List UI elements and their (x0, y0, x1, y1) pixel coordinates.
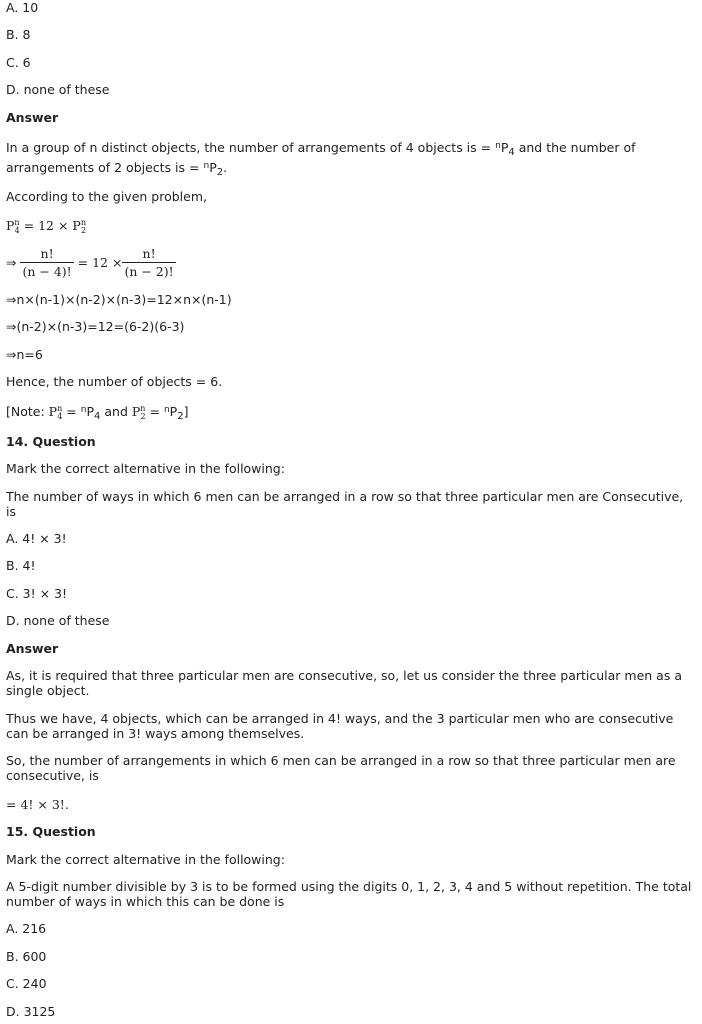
q14-option-d: D. none of these (6, 613, 110, 628)
note: [Note: $P^n_4 = ^nP_4$ and $P^n_2 = ^nP_2$] (6, 404, 189, 422)
question-14-title: 14. Question (6, 434, 96, 449)
equation-2: ⇒ $\frac{n!}{(n - 4)!}$ = 12 × $\frac{n!}{(n - 2)!}$ (6, 246, 174, 279)
option-c: C. 6 (6, 55, 31, 70)
question-15-text: A 5-digit number divisible by 3 is to be formed using the digits 0, 1, 2, 3, 4 and 5 without repetition. The total number of ways in which this can be done is (6, 879, 692, 909)
step-2: ⇒(n-2)×(n-3)=12=(6-2)(6-3) (6, 319, 185, 334)
q14-option-b: B. 4! (6, 558, 36, 573)
fraction-left: $\frac{n!}{(n - 4)!}$ (22, 246, 72, 279)
question-14-instruction: Mark the correct alternative in the following: (6, 461, 285, 476)
q14-option-c: C. 3! × 3! (6, 586, 68, 601)
q14-answer-result: = 4! × 3!. (6, 797, 69, 812)
question-15-title: 15. Question (6, 824, 96, 839)
fraction-right: $\frac{n!}{(n - 2)!}$ (124, 246, 174, 279)
question-14-text: The number of ways in which 6 men can be arranged in a row so that three particular men are Consecutive, is (6, 489, 684, 519)
q14-answer-p1: As, it is required that three particular men are consecutive, so, let us consider the three particular men as a single object. (6, 668, 682, 698)
q15-option-a: A. 216 (6, 921, 47, 936)
q15-option-b: B. 600 (6, 949, 47, 964)
answer-intro-line1: In a group of n distinct objects, the number of arrangements of 4 objects is = $^nP_4$ and the number of (6, 140, 636, 158)
answer-intro-line2: arrangements of 2 objects is = $^nP_2$. (6, 160, 228, 178)
answer-heading: Answer (6, 110, 59, 125)
option-b: B. 8 (6, 27, 31, 42)
q14-answer-p3: So, the number of arrangements in which 6 men can be arranged in a row so that three particular men are consecutive, is (6, 753, 676, 783)
option-a: A. 10 (6, 0, 39, 15)
given-text: According to the given problem, (6, 189, 207, 204)
implies-arrow: ⇒ (6, 255, 17, 270)
q15-option-c: C. 240 (6, 976, 47, 991)
option-d: D. none of these (6, 82, 110, 97)
q14-answer-heading: Answer (6, 641, 59, 656)
step-1: ⇒n×(n-1)×(n-2)×(n-3)=12×n×(n-1) (6, 292, 232, 307)
question-15-instruction: Mark the correct alternative in the following: (6, 852, 285, 867)
q14-answer-p2: Thus we have, 4 objects, which can be arranged in 4! ways, and the 3 particular men who are consecutive can be arranged in 3! ways among themselves. (6, 711, 674, 741)
step-3: ⇒n=6 (6, 347, 43, 362)
q14-option-a: A. 4! × 3! (6, 531, 67, 546)
q15-option-d: D. 3125 (6, 1004, 56, 1019)
conclusion: Hence, the number of objects = 6. (6, 374, 223, 389)
equation-1: $P^n_4 = 12 \times P^n_2$ (6, 218, 87, 235)
